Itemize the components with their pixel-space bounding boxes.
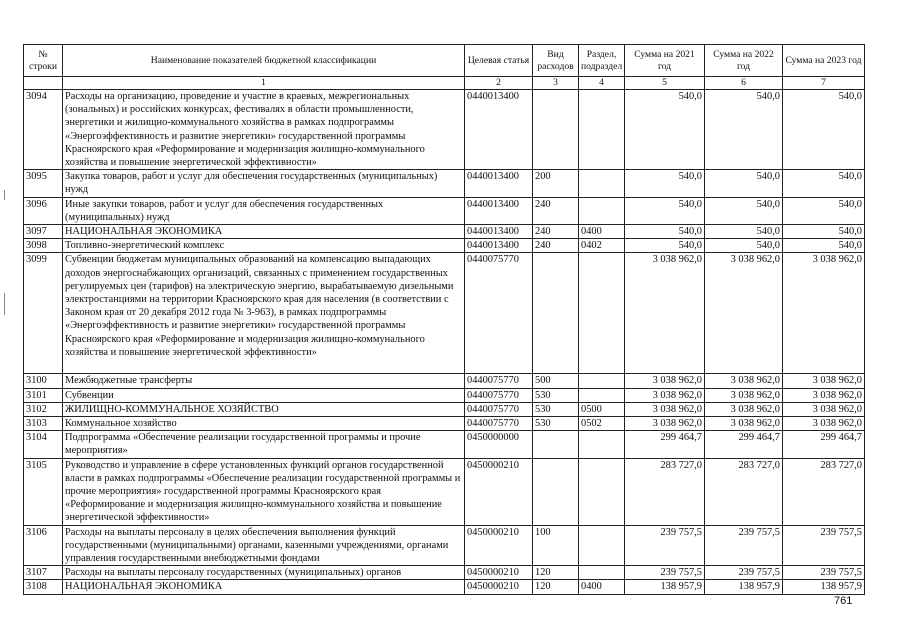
sum-2022-cell: 540,0 (705, 90, 783, 170)
header-sum-2021: Сумма на 2021 год (625, 45, 705, 77)
sum-2023-cell: 3 038 962,0 (783, 402, 865, 416)
sum-2022-cell: 239 757,5 (705, 566, 783, 580)
sum-2022-cell: 540,0 (705, 225, 783, 239)
section-cell (579, 197, 625, 224)
sum-2023-cell: 540,0 (783, 90, 865, 170)
sum-2021-cell: 239 757,5 (625, 566, 705, 580)
sum-2022-cell: 540,0 (705, 239, 783, 253)
sum-2021-cell: 299 464,7 (625, 431, 705, 458)
column-number: 2 (465, 77, 533, 90)
expense-type-cell: 500 (533, 374, 579, 388)
section-cell (579, 388, 625, 402)
target-article-cell: 0440075770 (465, 417, 533, 431)
target-article-cell: 0440013400 (465, 197, 533, 224)
section-cell (579, 458, 625, 525)
target-article-cell: 0450000210 (465, 458, 533, 525)
target-article-cell: 0440075770 (465, 402, 533, 416)
sum-2023-cell: 3 038 962,0 (783, 417, 865, 431)
table-body (24, 90, 865, 595)
sum-2022-cell: 3 038 962,0 (705, 374, 783, 388)
target-article-cell: 0440075770 (465, 388, 533, 402)
sum-2023-cell: 239 757,5 (783, 566, 865, 580)
sum-2022-cell: 239 757,5 (705, 525, 783, 566)
section-cell (579, 253, 625, 374)
table-header-row (24, 45, 865, 77)
sum-2022-cell: 3 038 962,0 (705, 417, 783, 431)
table-row (24, 253, 865, 374)
column-number: 6 (705, 77, 783, 90)
sum-2022-cell: 299 464,7 (705, 431, 783, 458)
sum-2022-cell: 138 957,9 (705, 580, 783, 594)
sum-2023-cell: 283 727,0 (783, 458, 865, 525)
row-number-cell: 3094 (24, 90, 63, 170)
sum-2023-cell: 239 757,5 (783, 525, 865, 566)
header-section: Раздел, подраздел (579, 45, 625, 77)
row-number-cell: 3099 (24, 253, 63, 374)
sum-2021-cell: 3 038 962,0 (625, 374, 705, 388)
budget-table (23, 44, 865, 595)
expense-type-cell (533, 458, 579, 525)
column-number-row (24, 77, 865, 90)
sum-2023-cell: 540,0 (783, 225, 865, 239)
target-article-cell: 0440075770 (465, 374, 533, 388)
table-row (24, 388, 865, 402)
sum-2021-cell: 540,0 (625, 90, 705, 170)
row-number-cell: 3108 (24, 580, 63, 594)
expense-type-cell (533, 253, 579, 374)
expense-type-cell (533, 431, 579, 458)
section-cell (579, 525, 625, 566)
scan-mark (4, 293, 5, 315)
header-name: Наименование показателей бюджетной классификации (63, 45, 465, 77)
column-number: 4 (579, 77, 625, 90)
sum-2021-cell: 3 038 962,0 (625, 253, 705, 374)
row-number-cell: 3107 (24, 566, 63, 580)
section-cell: 0500 (579, 402, 625, 416)
target-article-cell: 0450000210 (465, 580, 533, 594)
table-row (24, 374, 865, 388)
table-row (24, 431, 865, 458)
row-name-cell: Закупка товаров, работ и услуг для обеспечения государственных (муниципальных) нужд (63, 170, 465, 197)
row-name-cell: Субвенции бюджетам муниципальных образований на компенсацию выпадающих доходов энергоснабжающих организаций, связанных с применением государственных регулируемых цен (тарифов) на электрическую энергию, вырабатываемую дизельными электростанциями на территории Красноярского края для населения (в соответствии с Законом края от 20 декабря 2012 года № 3-963), в рамках подпрограммы «Энергоэффективность и развитие энергетики» государственной программы Красноярского края «Реформирование и модернизация жилищно-коммунального хозяйства и повышение энергетической эффективности» (63, 253, 465, 374)
sum-2022-cell: 540,0 (705, 197, 783, 224)
sum-2022-cell: 3 038 962,0 (705, 253, 783, 374)
sum-2021-cell: 239 757,5 (625, 525, 705, 566)
target-article-cell: 0440013400 (465, 90, 533, 170)
row-name-cell: Субвенции (63, 388, 465, 402)
sum-2023-cell: 299 464,7 (783, 431, 865, 458)
expense-type-cell: 530 (533, 402, 579, 416)
table-row (24, 239, 865, 253)
expense-type-cell: 100 (533, 525, 579, 566)
row-number-cell: 3097 (24, 225, 63, 239)
row-name-cell: Расходы на выплаты персоналу в целях обеспечения выполнения функций государственными (муниципальными) органами, казенными учреждениями, органами управления государственными внебюджетными фондами (63, 525, 465, 566)
expense-type-cell: 240 (533, 197, 579, 224)
row-name-cell: ЖИЛИЩНО-КОММУНАЛЬНОЕ ХОЗЯЙСТВО (63, 402, 465, 416)
row-number-cell: 3096 (24, 197, 63, 224)
section-cell: 0402 (579, 239, 625, 253)
section-cell: 0400 (579, 580, 625, 594)
sum-2021-cell: 540,0 (625, 170, 705, 197)
column-number: 5 (625, 77, 705, 90)
row-number-cell: 3098 (24, 239, 63, 253)
sum-2023-cell: 540,0 (783, 239, 865, 253)
sum-2021-cell: 540,0 (625, 225, 705, 239)
column-number: 3 (533, 77, 579, 90)
target-article-cell: 0440013400 (465, 225, 533, 239)
row-name-cell: НАЦИОНАЛЬНАЯ ЭКОНОМИКА (63, 225, 465, 239)
target-article-cell: 0450000000 (465, 431, 533, 458)
target-article-cell: 0450000210 (465, 525, 533, 566)
sum-2022-cell: 540,0 (705, 170, 783, 197)
row-name-cell: Расходы на организацию, проведение и участие в краевых, межрегиональных (зональных) и российских конкурсах, фестивалях в области промышленности, энергетики и жилищно-коммунального хозяйства в рамках подпрограммы «Энергоэффективность и развитие энергетики» государственной программы Красноярского края «Реформирование и модернизация жилищно-коммунального хозяйства и повышение энергетической эффективности» (63, 90, 465, 170)
section-cell (579, 566, 625, 580)
header-target-article: Целевая статья (465, 45, 533, 77)
table-row (24, 417, 865, 431)
scan-mark (4, 190, 5, 200)
row-name-cell: Расходы на выплаты персоналу государственных (муниципальных) органов (63, 566, 465, 580)
sum-2021-cell: 540,0 (625, 197, 705, 224)
row-number-cell: 3103 (24, 417, 63, 431)
header-expense-type: Вид расходов (533, 45, 579, 77)
row-name-cell: Топливно-энергетический комплекс (63, 239, 465, 253)
expense-type-cell: 530 (533, 417, 579, 431)
sum-2022-cell: 283 727,0 (705, 458, 783, 525)
sum-2023-cell: 3 038 962,0 (783, 388, 865, 402)
header-sum-2022: Сумма на 2022 год (705, 45, 783, 77)
sum-2021-cell: 3 038 962,0 (625, 402, 705, 416)
row-name-cell: НАЦИОНАЛЬНАЯ ЭКОНОМИКА (63, 580, 465, 594)
target-article-cell: 0440013400 (465, 170, 533, 197)
section-cell: 0502 (579, 417, 625, 431)
expense-type-cell: 240 (533, 225, 579, 239)
target-article-cell: 0440075770 (465, 253, 533, 374)
sum-2022-cell: 3 038 962,0 (705, 388, 783, 402)
row-name-cell: Подпрограмма «Обеспечение реализации государственной программы и прочие мероприятия» (63, 431, 465, 458)
sum-2023-cell: 138 957,9 (783, 580, 865, 594)
table-row (24, 225, 865, 239)
table-row (24, 170, 865, 197)
sum-2021-cell: 3 038 962,0 (625, 388, 705, 402)
table-row (24, 580, 865, 594)
header-row-number: № строки (24, 45, 63, 77)
row-number-cell: 3100 (24, 374, 63, 388)
row-number-cell: 3105 (24, 458, 63, 525)
target-article-cell: 0450000210 (465, 566, 533, 580)
sum-2021-cell: 138 957,9 (625, 580, 705, 594)
table-row (24, 197, 865, 224)
sum-2022-cell: 3 038 962,0 (705, 402, 783, 416)
column-number-blank (24, 77, 63, 90)
expense-type-cell: 200 (533, 170, 579, 197)
table-row (24, 525, 865, 566)
section-cell: 0400 (579, 225, 625, 239)
target-article-cell: 0440013400 (465, 239, 533, 253)
row-name-cell: Иные закупки товаров, работ и услуг для обеспечения государственных (муниципальных) нужд (63, 197, 465, 224)
expense-type-cell (533, 90, 579, 170)
section-cell (579, 431, 625, 458)
row-number-cell: 3106 (24, 525, 63, 566)
expense-type-cell: 240 (533, 239, 579, 253)
table-row (24, 458, 865, 525)
table-row (24, 566, 865, 580)
table-row (24, 402, 865, 416)
row-name-cell: Руководство и управление в сфере установленных функций органов государственной власти в рамках подпрограммы «Обеспечение реализации государственной программы и прочие мероприятия» государственной программы Красноярского края «Реформирование и модернизация жилищно-коммунального хозяйства и повышение энергетической эффективности» (63, 458, 465, 525)
sum-2021-cell: 3 038 962,0 (625, 417, 705, 431)
sum-2023-cell: 3 038 962,0 (783, 374, 865, 388)
section-cell (579, 374, 625, 388)
column-number: 1 (63, 77, 465, 90)
sum-2021-cell: 283 727,0 (625, 458, 705, 525)
sum-2023-cell: 3 038 962,0 (783, 253, 865, 374)
row-name-cell: Межбюджетные трансферты (63, 374, 465, 388)
row-number-cell: 3104 (24, 431, 63, 458)
section-cell (579, 170, 625, 197)
row-number-cell: 3102 (24, 402, 63, 416)
expense-type-cell: 530 (533, 388, 579, 402)
row-name-cell: Коммунальное хозяйство (63, 417, 465, 431)
sum-2023-cell: 540,0 (783, 197, 865, 224)
section-cell (579, 90, 625, 170)
row-number-cell: 3101 (24, 388, 63, 402)
table-row (24, 90, 865, 170)
expense-type-cell: 120 (533, 566, 579, 580)
sum-2023-cell: 540,0 (783, 170, 865, 197)
expense-type-cell: 120 (533, 580, 579, 594)
row-number-cell: 3095 (24, 170, 63, 197)
page-number: 761 (834, 595, 853, 607)
header-sum-2023: Сумма на 2023 год (783, 45, 865, 77)
sum-2021-cell: 540,0 (625, 239, 705, 253)
column-number: 7 (783, 77, 865, 90)
